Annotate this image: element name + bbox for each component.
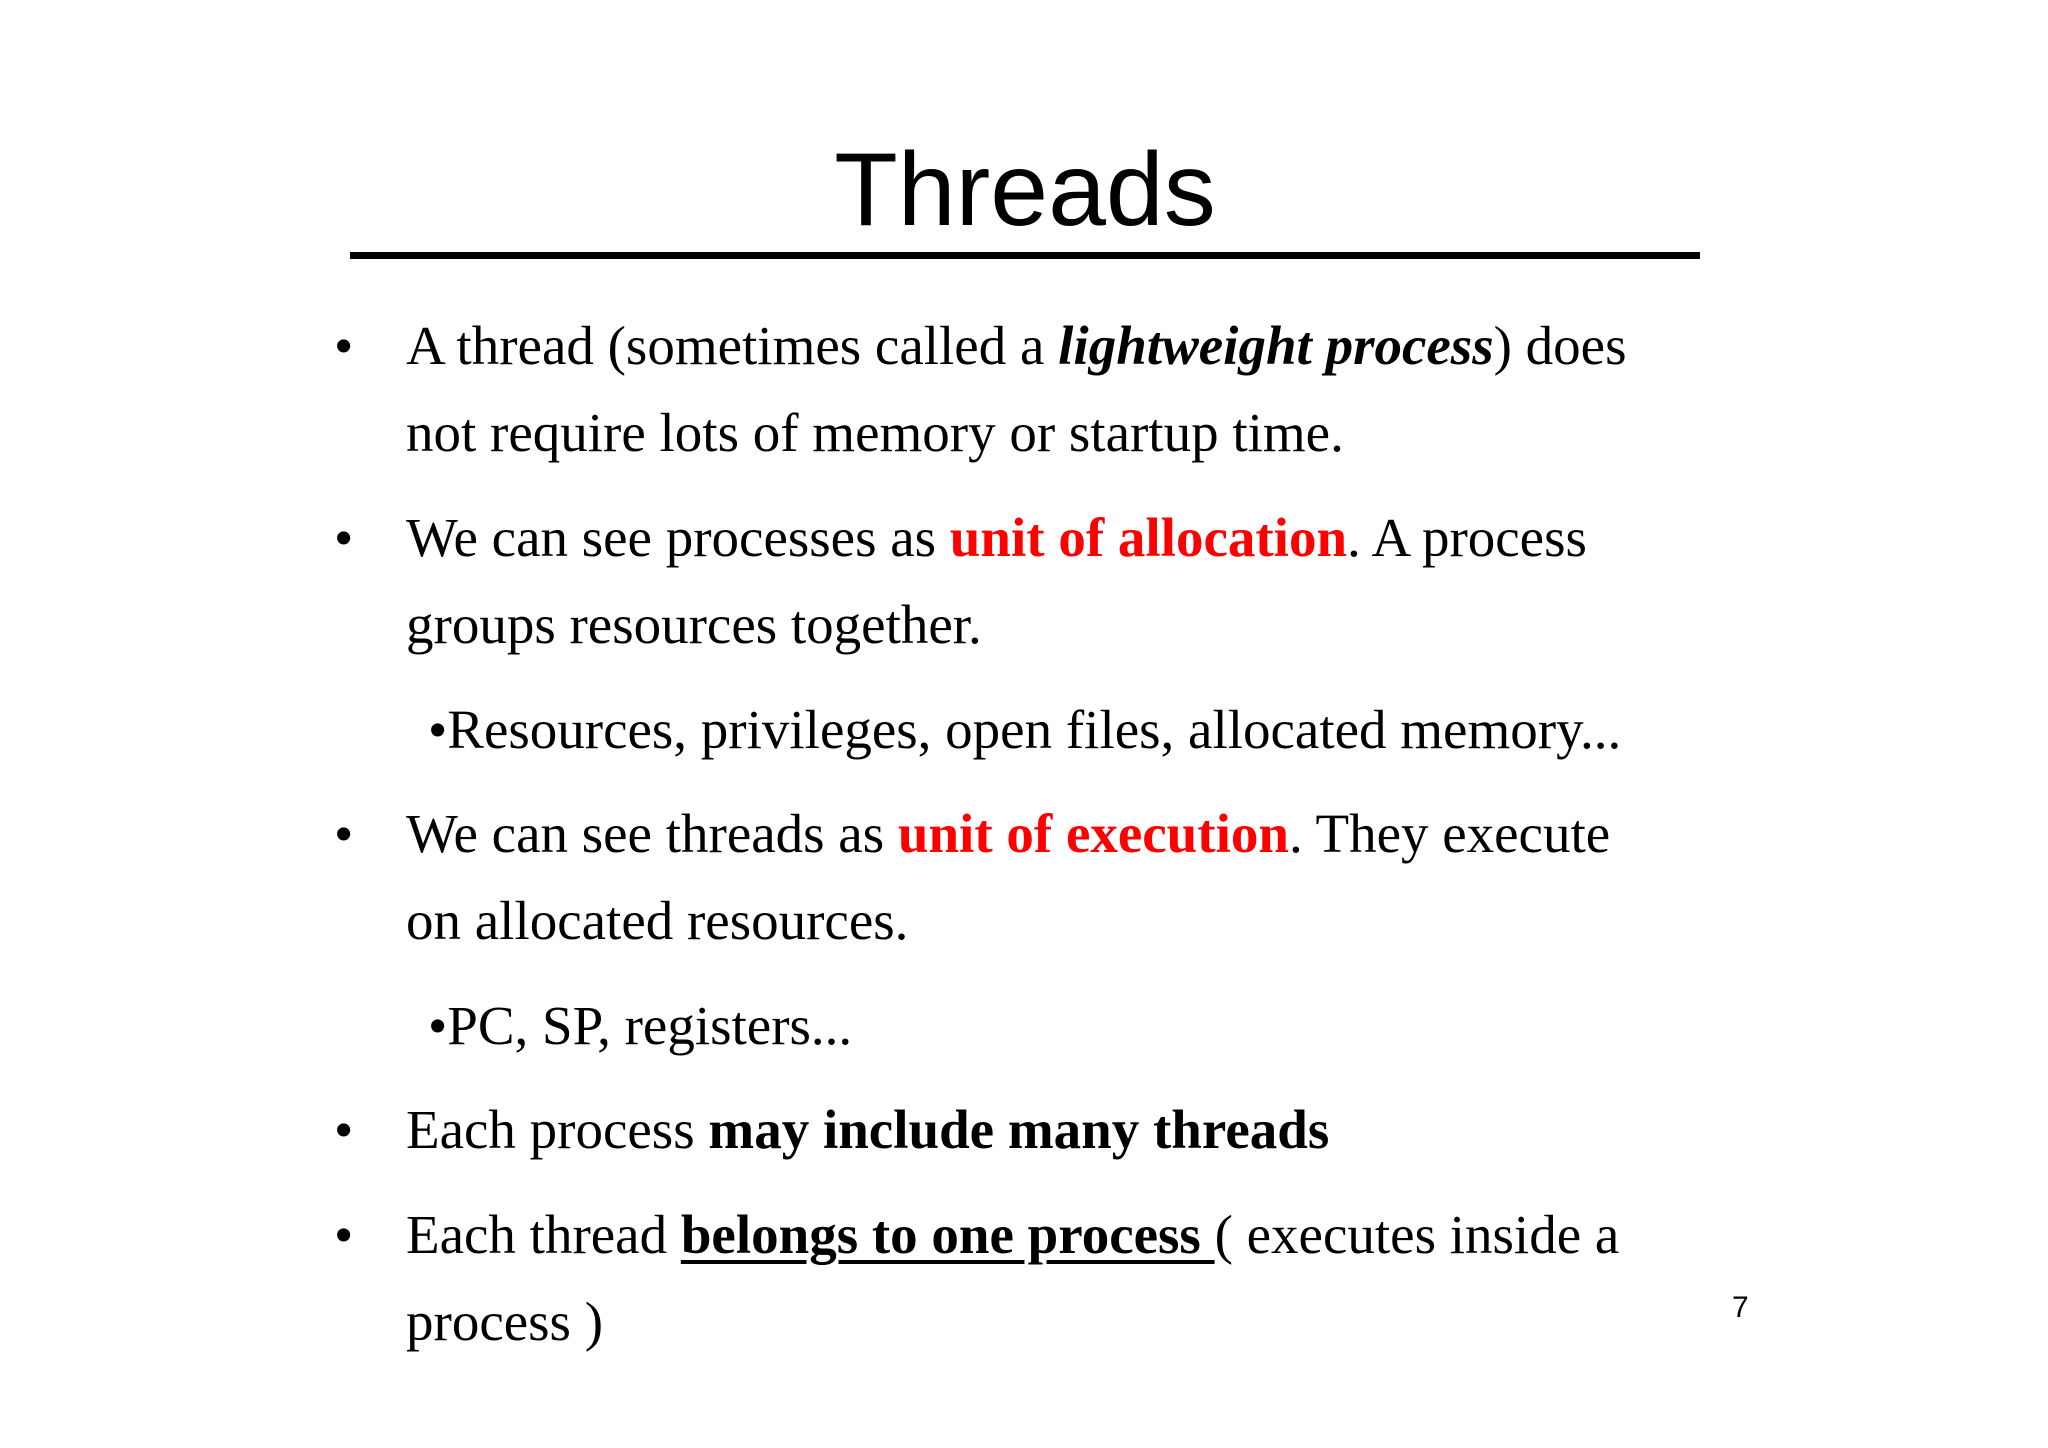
bullet-2-line-2: groups resources together. bbox=[406, 594, 982, 655]
bullet-2-line-1 bbox=[406, 494, 1587, 581]
bullet-marker: • bbox=[334, 1099, 354, 1160]
bullet-2-text-post: . A process bbox=[1347, 507, 1587, 568]
slide-title: Threads bbox=[834, 132, 1216, 248]
bullet-3-line-2: on allocated resources. bbox=[406, 890, 909, 951]
bullet-marker: • bbox=[334, 315, 354, 376]
bullet-3-line-1 bbox=[406, 790, 1610, 877]
bullet-4-line-1 bbox=[406, 1086, 1329, 1173]
bullet-marker: • bbox=[334, 803, 354, 864]
title-underline-rule bbox=[350, 252, 1700, 259]
bullet-4-emphasis: may include many threads bbox=[708, 1099, 1330, 1160]
bullet-2-text-pre: We can see processes as bbox=[406, 507, 950, 568]
bullet-5-text-pre: Each thread bbox=[406, 1204, 681, 1265]
bullet-5-line-2: process ) bbox=[406, 1291, 604, 1352]
bullet-3-text-post: . They execute bbox=[1288, 803, 1611, 864]
bullet-marker: • bbox=[334, 507, 354, 568]
bullet-1-line-1 bbox=[406, 302, 1627, 389]
bullet-3-text-pre: We can see threads as bbox=[406, 803, 898, 864]
bullet-2-subitem: •Resources, privileges, open files, allocated memory... bbox=[428, 699, 1622, 760]
bullet-5-text-post: ( executes inside a bbox=[1214, 1204, 1620, 1265]
bullet-3-emphasis: unit of execution bbox=[897, 803, 1289, 864]
bullet-1-text-pre: A thread (sometimes called a bbox=[406, 315, 1059, 376]
bullet-marker: • bbox=[334, 1204, 354, 1265]
bullet-2-emphasis: unit of allocation bbox=[949, 507, 1348, 568]
bullet-1-emphasis: lightweight process bbox=[1058, 315, 1494, 376]
bullet-3-subitem: •PC, SP, registers... bbox=[428, 995, 853, 1056]
bullet-1-text-post: ) does bbox=[1493, 315, 1627, 376]
page-number: 7 bbox=[1732, 1291, 1749, 1324]
bullet-5-line-1 bbox=[406, 1191, 1619, 1278]
bullet-1-line-2: not require lots of memory or startup time. bbox=[406, 402, 1344, 463]
bullet-4-text-pre: Each process bbox=[406, 1099, 709, 1160]
bullet-5-emphasis: belongs to one process bbox=[680, 1204, 1215, 1265]
